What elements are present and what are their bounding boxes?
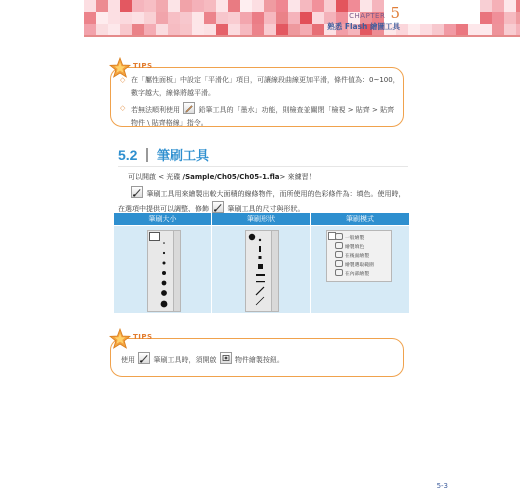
diamond-bullet-icon: ◇ (120, 104, 126, 112)
shape-horizontal-bar (256, 274, 265, 276)
header-tile (84, 12, 96, 24)
header-tile (204, 12, 216, 24)
size-dot (162, 271, 166, 275)
mode-item[interactable] (335, 251, 369, 259)
tip-item (119, 102, 401, 130)
shape-circle (249, 234, 255, 240)
brush-shape-glyphs (246, 231, 278, 311)
mode-icon (335, 260, 343, 267)
chapter-number: 5 (390, 4, 400, 22)
header-tile (492, 0, 504, 12)
header-tile (492, 12, 504, 24)
header-tile (216, 12, 228, 24)
header-tile (144, 0, 156, 12)
cell-brush-size (114, 226, 211, 313)
mode-item[interactable] (335, 260, 374, 268)
mode-item[interactable] (335, 269, 369, 277)
header-rule (84, 35, 520, 37)
header-tile (168, 0, 180, 12)
tips-badge (109, 328, 189, 350)
mode-label: 在內部繪製 (345, 272, 369, 277)
header-tile (516, 0, 520, 12)
tip-item (119, 74, 401, 100)
section-rule (118, 166, 408, 167)
mode-item[interactable] (335, 233, 364, 241)
size-dot (161, 301, 168, 308)
sample-path: /Sample/Ch05/Ch05-1.fla (182, 173, 280, 181)
header-tile (108, 0, 120, 12)
header-brush-shape: 筆刷形狀 (212, 213, 310, 225)
header-tile (192, 0, 204, 12)
header-tile (300, 0, 312, 12)
header-tile (324, 0, 336, 12)
mode-label: 在後面繪製 (345, 254, 369, 259)
header-tile (288, 12, 300, 24)
header-tile (144, 12, 156, 24)
brush-desc-text: 筆刷工具用來繪製出較大面積的線條物件，而所使用的色彩條件為：填色。使用時，在選項中提供可以調整、修飾 (118, 190, 406, 213)
shape-slash-thin (256, 297, 264, 305)
mode-label: 繪製填色 (345, 245, 365, 250)
header-tile (516, 12, 520, 24)
tip-before: 使用 (121, 356, 135, 364)
header-tile (132, 12, 144, 24)
header-tile (240, 12, 252, 24)
size-dot (163, 252, 165, 254)
shape-horizontal-bar-thin (256, 281, 265, 282)
mode-icon (335, 251, 343, 258)
brush-icon (138, 352, 150, 364)
star-icon (109, 328, 131, 350)
header-tile (504, 12, 516, 24)
header-tile (252, 0, 264, 12)
brush-options-table (114, 213, 409, 313)
header-tile (228, 12, 240, 24)
header-tile (108, 12, 120, 24)
header-tile (300, 12, 312, 24)
header-brush-mode: 筆刷模式 (311, 213, 409, 225)
open-text-before: 可以開啟 < 光碟 (128, 173, 183, 181)
header-tile (96, 0, 108, 12)
brush-desc-end: 筆刷工具的尺寸與形狀。 (227, 205, 305, 213)
mode-icon (335, 269, 343, 276)
header-tile (264, 0, 276, 12)
header-tile (336, 0, 348, 12)
shape-square (258, 264, 263, 269)
brush-icon (131, 186, 143, 198)
mode-icon (335, 242, 343, 249)
chapter-word: CHAPTER (349, 12, 386, 20)
tip-text-after: 鉛筆工具的「墨水」功能，則檢查並關閉「檢視 > 貼齊 > 貼齊物件 \ 貼齊格線」指令。 (131, 106, 395, 127)
mode-icon (335, 233, 343, 240)
diamond-bullet-icon: ◇ (120, 76, 126, 84)
tip-middle: 筆刷工具時，須開啟 (153, 356, 217, 364)
shape-square-small (259, 256, 262, 259)
header-tile (480, 0, 492, 12)
brush-icon (212, 201, 224, 213)
header-tile (96, 12, 108, 24)
tips-label: TIPS (133, 333, 153, 341)
tip-text-before: 若無法順利使用 (131, 106, 180, 114)
size-dot (163, 242, 165, 244)
header-tile (216, 0, 228, 12)
header-tile (120, 0, 132, 12)
mode-label: 一般繪製 (345, 236, 365, 241)
size-dot (162, 281, 167, 286)
header-tile (168, 12, 180, 24)
cell-brush-shape (212, 226, 310, 313)
chapter-title: 熟悉 Flash 繪圖工具 (327, 22, 400, 31)
header-tile (120, 12, 132, 24)
section-title: 筆刷工具 (156, 149, 209, 164)
tip-text: 在「屬性面板」中設定「平滑化」項目，可讓線段曲線更加平滑，條件值為：0~100，數字越大，線條將越平滑。 (131, 76, 400, 97)
cell-brush-mode (311, 226, 409, 313)
header-tiles (84, 0, 520, 36)
brush-mode-menu[interactable] (326, 230, 392, 282)
shape-slash (256, 287, 264, 295)
header-tile (156, 12, 168, 24)
page-number: 5-3 (436, 482, 448, 490)
header-brush-size: 筆刷大小 (114, 213, 211, 225)
header-tile (504, 0, 516, 12)
header-tile (312, 12, 324, 24)
object-drawing-icon (220, 352, 232, 364)
open-sample-paragraph (128, 171, 420, 184)
shape-circle-small (259, 239, 261, 241)
pencil-icon (183, 102, 195, 114)
header-tile (276, 12, 288, 24)
brush-description (118, 186, 410, 216)
brush-size-dots (148, 231, 180, 311)
header-tile (192, 12, 204, 24)
tips-box-top (110, 62, 404, 127)
header-tile (276, 0, 288, 12)
chapter-mark (349, 5, 400, 21)
header-tile (312, 0, 324, 12)
header-tile (204, 0, 216, 12)
header-tile (132, 0, 144, 12)
open-text-after: > 來練習！ (279, 173, 316, 181)
mode-label: 繪製選取範圍 (345, 263, 374, 268)
size-dot (163, 262, 166, 265)
header-tile (180, 12, 192, 24)
section-heading (118, 145, 209, 165)
header-tile (228, 0, 240, 12)
header-tile (264, 12, 276, 24)
size-dot (161, 290, 167, 296)
header-tile (252, 12, 264, 24)
tip-text (121, 352, 401, 367)
header-tile (156, 0, 168, 12)
header-tile (240, 0, 252, 12)
section-divider (146, 148, 148, 162)
header-tile (180, 0, 192, 12)
tips-box-bottom (110, 333, 404, 377)
header-tile (480, 12, 492, 24)
brush-shape-menu[interactable] (245, 230, 279, 312)
shape-vertical-bar (259, 246, 261, 252)
tip-after: 物件繪製按鈕。 (234, 356, 284, 364)
brush-size-menu[interactable] (147, 230, 181, 312)
header-tile (288, 0, 300, 12)
mode-item[interactable] (335, 242, 364, 250)
tips-label: TIPS (133, 62, 153, 70)
header-tile (84, 0, 96, 12)
section-number: 5.2 (118, 147, 138, 163)
